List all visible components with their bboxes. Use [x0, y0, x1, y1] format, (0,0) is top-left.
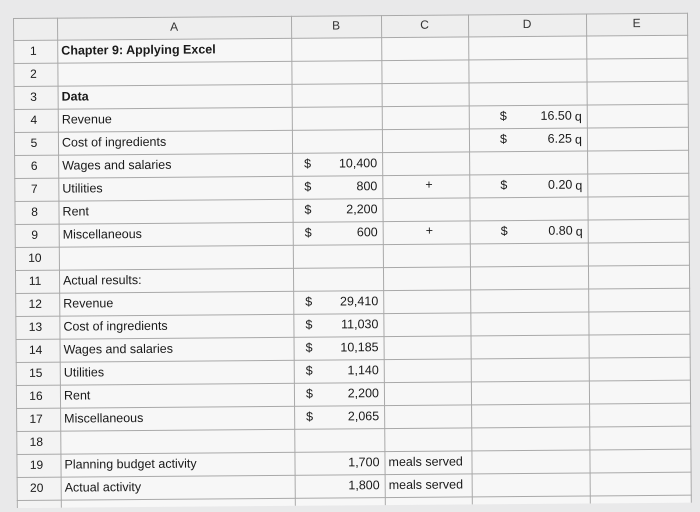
wages-fixed-cell[interactable]: 10,400 — [338, 156, 378, 171]
sheet-title-cell[interactable]: Chapter 9: Applying Excel — [61, 42, 216, 58]
misc-unit: q — [575, 224, 583, 239]
actual-revenue-dollar-sign[interactable]: $ — [305, 294, 313, 309]
ingredients-rate-cell[interactable]: 6.25 — [547, 131, 573, 146]
row-number[interactable]: 9 — [31, 227, 39, 242]
grid-line — [586, 13, 591, 503]
row-number[interactable]: 15 — [29, 365, 43, 380]
actual-utilities-value[interactable]: 1,140 — [347, 363, 379, 378]
row-number[interactable]: 10 — [28, 250, 42, 265]
actual-utilities-dollar-sign[interactable]: $ — [305, 363, 313, 378]
actual-misc-value[interactable]: 2,065 — [347, 409, 380, 424]
data-section-label[interactable]: Data — [61, 89, 89, 104]
actual-activity-value[interactable]: 1,800 — [348, 478, 380, 493]
grid-line — [687, 13, 692, 503]
column-header-b[interactable]: B — [331, 18, 341, 33]
revenue-dollar-sign[interactable]: $ — [499, 109, 507, 124]
actual-activity-label[interactable]: Actual activity — [64, 480, 142, 495]
column-header-d[interactable]: D — [522, 16, 532, 31]
actual-misc-dollar-sign[interactable]: $ — [306, 409, 314, 424]
row-number[interactable]: 7 — [30, 181, 38, 196]
column-header-c[interactable]: C — [420, 17, 429, 32]
row-number[interactable]: 3 — [30, 89, 38, 104]
rent-dollar-sign[interactable]: $ — [304, 202, 312, 217]
misc-label-cell[interactable]: Miscellaneous — [62, 226, 142, 242]
utilities-rate-cell[interactable]: 0.20 — [547, 177, 573, 192]
actual-rent-dollar-sign[interactable]: $ — [305, 386, 313, 401]
actual-ingredients-dollar-sign[interactable]: $ — [305, 317, 313, 332]
misc-rate-dollar-sign[interactable]: $ — [500, 224, 508, 239]
actual-ingredients-label[interactable]: Cost of ingredients — [63, 318, 168, 334]
row-number[interactable]: 6 — [30, 158, 38, 173]
actual-wages-dollar-sign[interactable]: $ — [305, 340, 313, 355]
wages-dollar-sign[interactable]: $ — [304, 156, 312, 171]
spreadsheet-grid — [13, 13, 692, 508]
utilities-plus-sign[interactable]: + — [425, 177, 433, 192]
actual-wages-label[interactable]: Wages and salaries — [63, 341, 173, 357]
actual-misc-label[interactable]: Miscellaneous — [64, 410, 144, 426]
row-number[interactable]: 4 — [30, 112, 38, 127]
grid-line — [468, 14, 473, 504]
ingredients-unit: q — [574, 132, 582, 147]
actual-results-label[interactable]: Actual results: — [63, 272, 142, 288]
row-number[interactable]: 14 — [28, 342, 43, 357]
misc-rate-cell[interactable]: 0.80 — [548, 223, 573, 238]
wages-label-cell[interactable]: Wages and salaries — [62, 157, 172, 173]
misc-plus-sign[interactable]: + — [425, 223, 434, 238]
utilities-dollar-sign[interactable]: $ — [304, 179, 312, 194]
actual-rent-label[interactable]: Rent — [63, 388, 91, 403]
row-number[interactable]: 8 — [31, 204, 38, 219]
column-header-e[interactable]: E — [632, 16, 641, 31]
row-number[interactable]: 18 — [29, 434, 44, 449]
grid-line — [291, 16, 296, 506]
utilities-fixed-cell[interactable]: 800 — [356, 179, 378, 194]
row-number[interactable]: 11 — [28, 273, 42, 288]
rent-fixed-cell[interactable]: 2,200 — [346, 202, 378, 217]
misc-fixed-cell[interactable]: 600 — [356, 225, 378, 240]
ingredients-dollar-sign[interactable]: $ — [499, 132, 507, 147]
actual-rent-value[interactable]: 2,200 — [347, 386, 380, 401]
row-number[interactable]: 2 — [30, 66, 37, 81]
revenue-unit: q — [574, 109, 582, 124]
row-number[interactable]: 13 — [28, 319, 43, 334]
row-number[interactable]: 5 — [30, 135, 38, 150]
revenue-label-cell[interactable]: Revenue — [61, 112, 112, 127]
revenue-rate-cell[interactable]: 16.50 — [540, 108, 572, 123]
planning-activity-label[interactable]: Planning budget activity — [64, 456, 197, 472]
planning-activity-value[interactable]: 1,700 — [348, 455, 380, 470]
ingredients-label-cell[interactable]: Cost of ingredients — [61, 134, 167, 150]
utilities-label-cell[interactable]: Utilities — [62, 181, 103, 196]
actual-utilities-label[interactable]: Utilities — [63, 365, 105, 380]
grid-line — [381, 15, 386, 505]
row-number[interactable]: 19 — [29, 457, 44, 472]
actual-ingredients-value[interactable]: 11,030 — [341, 317, 379, 332]
row-number[interactable]: 17 — [29, 411, 43, 426]
planning-activity-unit[interactable]: meals served — [388, 454, 463, 470]
column-header-a[interactable]: A — [170, 19, 179, 34]
misc-dollar-sign[interactable]: $ — [304, 225, 312, 240]
actual-activity-unit[interactable]: meals served — [388, 477, 464, 493]
rent-label-cell[interactable]: Rent — [62, 204, 89, 219]
actual-revenue-value[interactable]: 29,410 — [339, 294, 379, 309]
row-number[interactable]: 1 — [29, 43, 37, 58]
row-number[interactable]: 16 — [29, 388, 43, 403]
utilities-rate-dollar-sign[interactable]: $ — [500, 178, 508, 193]
actual-revenue-label[interactable]: Revenue — [63, 296, 114, 311]
row-number[interactable]: 12 — [28, 296, 42, 311]
utilities-unit: q — [575, 178, 583, 193]
row-number[interactable]: 20 — [29, 480, 44, 495]
actual-wages-value[interactable]: 10,185 — [340, 340, 379, 355]
